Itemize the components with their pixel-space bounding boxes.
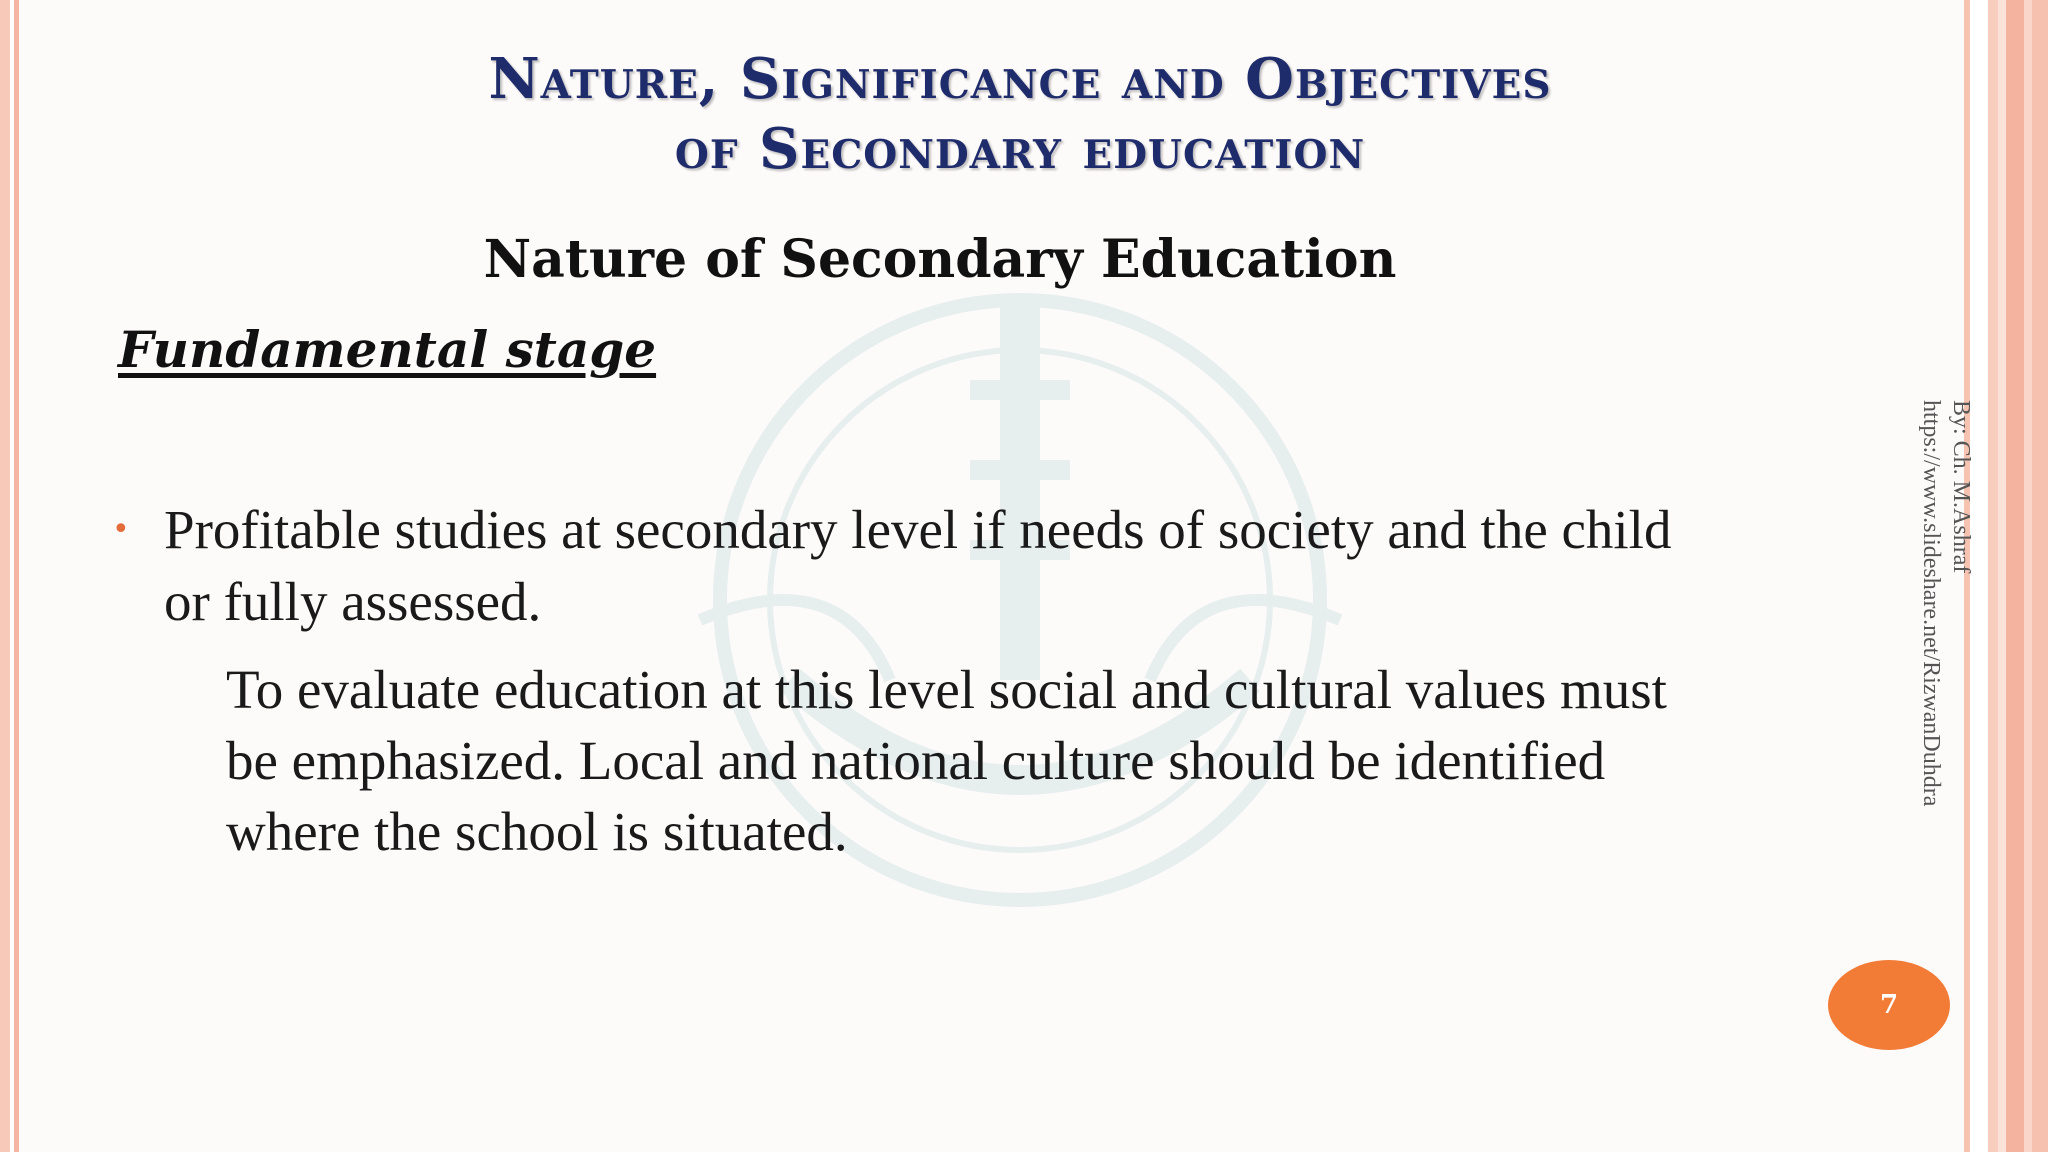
bullet-item	[112, 494, 1712, 638]
credit-url: https://www.slideshare.net/RizwanDuhdra	[1918, 400, 1944, 807]
body-paragraph: To evaluate education at this level social and cultural values must be emphasized. Local and national culture should be identified where the school is situated.	[226, 659, 1667, 862]
bullet-text: Profitable studies at secondary level if needs of society and the child or fully assessed.	[164, 499, 1672, 632]
credit-author: By: Ch. M.Ashraf	[1948, 400, 1974, 574]
left-border-line	[14, 0, 19, 1152]
stage-heading: Fundamental stage	[118, 320, 657, 379]
page-number-badge: 7	[1828, 960, 1950, 1050]
left-border	[0, 0, 10, 1152]
slide-title	[300, 44, 1740, 184]
section-subtitle: Nature of Secondary Education	[483, 229, 1397, 290]
author-credit	[1886, 400, 1976, 920]
right-decorative-stripes	[1964, 0, 2048, 1152]
slide-title-line1: Nature, Significance and Objectives	[488, 46, 1552, 112]
bullet-dot-icon: •	[112, 512, 130, 547]
slide-title-line2: of Secondary education	[674, 116, 1366, 182]
